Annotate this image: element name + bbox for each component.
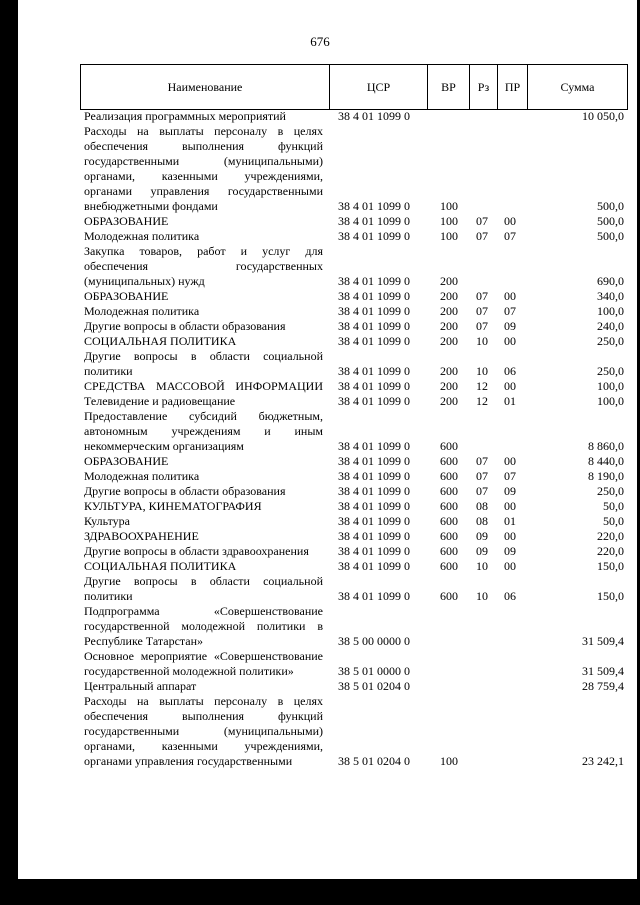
row-rz: 09	[476, 544, 488, 558]
row-sum: 690,0	[597, 274, 624, 288]
row-csr: 38 4 01 1099 0	[338, 394, 410, 408]
row-pr: 07	[504, 469, 516, 483]
row-pr: 06	[504, 589, 516, 603]
row-pr: 09	[504, 544, 516, 558]
row-rz: 07	[476, 289, 488, 303]
row-pr: 01	[504, 394, 516, 408]
row-sum: 150,0	[597, 559, 624, 573]
row-name: Другие вопросы в области здравоохранения	[84, 544, 309, 558]
row-name: Телевидение и радиовещание	[84, 394, 236, 408]
row-name: Молодежная политика	[84, 229, 200, 243]
table-row	[80, 334, 628, 349]
table-row	[80, 694, 628, 769]
row-vr: 600	[440, 559, 458, 573]
row-pr: 00	[504, 379, 516, 393]
header-vr: ВР	[427, 65, 469, 109]
row-csr: 38 4 01 1099 0	[338, 199, 410, 213]
row-vr: 600	[440, 469, 458, 483]
table-row	[80, 229, 628, 244]
row-csr: 38 4 01 1099 0	[338, 544, 410, 558]
row-pr: 00	[504, 499, 516, 513]
row-pr: 00	[504, 559, 516, 573]
row-name: Расходы на выплаты персоналу в целях обеспечения выполнения функций государственными (муниципальными) органами, казенными учреждениями, органами управления государственными внебюджетными фондами	[84, 124, 323, 213]
row-pr: 00	[504, 529, 516, 543]
row-vr: 200	[440, 289, 458, 303]
row-sum: 31 509,4	[582, 664, 624, 678]
row-csr: 38 5 01 0000 0	[338, 664, 410, 678]
row-vr: 200	[440, 364, 458, 378]
scan-left-border	[0, 0, 18, 905]
row-vr: 200	[440, 379, 458, 393]
row-sum: 23 242,1	[582, 754, 624, 768]
table-row	[80, 454, 628, 469]
row-sum: 340,0	[597, 289, 624, 303]
row-pr: 09	[504, 484, 516, 498]
row-vr: 200	[440, 304, 458, 318]
row-csr: 38 4 01 1099 0	[338, 514, 410, 528]
row-rz: 10	[476, 559, 488, 573]
page-number: 676	[310, 34, 330, 49]
row-sum: 250,0	[597, 364, 624, 378]
table-row	[80, 319, 628, 334]
row-csr: 38 4 01 1099 0	[338, 109, 410, 123]
row-csr: 38 4 01 1099 0	[338, 334, 410, 348]
row-pr: 00	[504, 334, 516, 348]
row-name: Основное мероприятие «Совершенствование государственной молодежной политики»	[84, 649, 323, 678]
row-csr: 38 4 01 1099 0	[338, 229, 410, 243]
row-name: ОБРАЗОВАНИЕ	[84, 214, 169, 228]
table-row	[80, 514, 628, 529]
row-pr: 07	[504, 229, 516, 243]
header-pr: ПР	[497, 65, 527, 109]
row-name: Другие вопросы в области образования	[84, 484, 286, 498]
row-name: Молодежная политика	[84, 469, 200, 483]
table-row	[80, 529, 628, 544]
row-sum: 28 759,4	[582, 679, 624, 693]
row-rz: 10	[476, 334, 488, 348]
row-name: Центральный аппарат	[84, 679, 197, 693]
table-row	[80, 109, 628, 124]
table-row	[80, 124, 628, 214]
row-name: Предоставление субсидий бюджетным, автономным учреждениям и иным некоммерческим организациям	[84, 409, 323, 453]
row-csr: 38 4 01 1099 0	[338, 304, 410, 318]
row-sum: 100,0	[597, 379, 624, 393]
row-rz: 08	[476, 499, 488, 513]
row-name: Подпрограмма «Совершенствование государственной молодежной политики в Республике Татарстан»	[84, 604, 323, 648]
row-pr: 00	[504, 454, 516, 468]
row-sum: 150,0	[597, 589, 624, 603]
row-name: Другие вопросы в области социальной политики	[84, 574, 323, 603]
row-rz: 09	[476, 529, 488, 543]
table-row	[80, 574, 628, 604]
row-csr: 38 4 01 1099 0	[338, 319, 410, 333]
row-sum: 8 860,0	[588, 439, 624, 453]
row-sum: 10 050,0	[582, 109, 624, 123]
row-csr: 38 4 01 1099 0	[338, 559, 410, 573]
table-row	[80, 379, 628, 394]
row-rz: 07	[476, 319, 488, 333]
row-vr: 100	[440, 199, 458, 213]
row-vr: 600	[440, 499, 458, 513]
row-name: ОБРАЗОВАНИЕ	[84, 454, 169, 468]
row-sum: 500,0	[597, 229, 624, 243]
row-sum: 8 190,0	[588, 469, 624, 483]
scan-bottom-border	[0, 879, 640, 905]
row-rz: 10	[476, 364, 488, 378]
table-header	[80, 64, 628, 110]
row-name: Молодежная политика	[84, 304, 200, 318]
table-row	[80, 544, 628, 559]
table-row	[80, 484, 628, 499]
row-name: Культура	[84, 514, 130, 528]
table-row	[80, 559, 628, 574]
row-rz: 07	[476, 469, 488, 483]
row-vr: 600	[440, 589, 458, 603]
row-rz: 10	[476, 589, 488, 603]
row-sum: 100,0	[597, 304, 624, 318]
row-csr: 38 4 01 1099 0	[338, 484, 410, 498]
table-row	[80, 409, 628, 454]
row-pr: 00	[504, 289, 516, 303]
row-csr: 38 4 01 1099 0	[338, 364, 410, 378]
row-name: Другие вопросы в области образования	[84, 319, 286, 333]
row-csr: 38 4 01 1099 0	[338, 454, 410, 468]
table-row	[80, 304, 628, 319]
row-pr: 09	[504, 319, 516, 333]
row-vr: 200	[440, 394, 458, 408]
row-sum: 250,0	[597, 334, 624, 348]
table-row	[80, 349, 628, 379]
table-row	[80, 214, 628, 229]
row-sum: 220,0	[597, 529, 624, 543]
header-sum: Сумма	[527, 65, 628, 109]
row-csr: 38 4 01 1099 0	[338, 274, 410, 288]
row-pr: 06	[504, 364, 516, 378]
row-name: СОЦИАЛЬНАЯ ПОЛИТИКА	[84, 559, 237, 573]
row-vr: 600	[440, 454, 458, 468]
row-rz: 08	[476, 514, 488, 528]
row-csr: 38 4 01 1099 0	[338, 589, 410, 603]
row-vr: 600	[440, 439, 458, 453]
table-row	[80, 604, 628, 649]
row-csr: 38 4 01 1099 0	[338, 529, 410, 543]
row-vr: 100	[440, 214, 458, 228]
row-sum: 240,0	[597, 319, 624, 333]
header-csr: ЦСР	[329, 65, 427, 109]
row-vr: 200	[440, 274, 458, 288]
row-sum: 31 509,4	[582, 634, 624, 648]
row-pr: 07	[504, 304, 516, 318]
row-sum: 50,0	[603, 514, 624, 528]
row-rz: 12	[476, 379, 488, 393]
row-vr: 600	[440, 514, 458, 528]
row-rz: 07	[476, 484, 488, 498]
row-rz: 07	[476, 229, 488, 243]
row-rz: 07	[476, 304, 488, 318]
row-rz: 07	[476, 454, 488, 468]
row-rz: 12	[476, 394, 488, 408]
header-name: Наименование	[80, 65, 329, 109]
row-vr: 100	[440, 229, 458, 243]
row-csr: 38 5 01 0204 0	[338, 754, 410, 768]
row-name: КУЛЬТУРА, КИНЕМАТОГРАФИЯ	[84, 499, 262, 513]
table-row	[80, 289, 628, 304]
row-name: СРЕДСТВА МАССОВОЙ ИНФОРМАЦИИ	[84, 379, 323, 393]
row-name: Расходы на выплаты персоналу в целях обеспечения выполнения функций государственными (муниципальными) органами, казенными учреждениями, органами управления государственными	[84, 694, 323, 768]
row-sum: 100,0	[597, 394, 624, 408]
table-row	[80, 649, 628, 679]
row-name: Закупка товаров, работ и услуг для обеспечения государственных (муниципальных) нужд	[84, 244, 323, 288]
row-sum: 220,0	[597, 544, 624, 558]
row-vr: 600	[440, 529, 458, 543]
row-csr: 38 4 01 1099 0	[338, 289, 410, 303]
row-vr: 200	[440, 334, 458, 348]
row-pr: 00	[504, 214, 516, 228]
row-sum: 500,0	[597, 199, 624, 213]
row-vr: 200	[440, 319, 458, 333]
row-sum: 500,0	[597, 214, 624, 228]
row-name: ЗДРАВООХРАНЕНИЕ	[84, 529, 199, 543]
row-rz: 07	[476, 214, 488, 228]
row-name: ОБРАЗОВАНИЕ	[84, 289, 169, 303]
row-name: СОЦИАЛЬНАЯ ПОЛИТИКА	[84, 334, 237, 348]
row-csr: 38 5 00 0000 0	[338, 634, 410, 648]
row-sum: 50,0	[603, 499, 624, 513]
table-row	[80, 244, 628, 289]
row-csr: 38 4 01 1099 0	[338, 439, 410, 453]
table-row	[80, 499, 628, 514]
table-body	[80, 109, 628, 769]
row-csr: 38 4 01 1099 0	[338, 379, 410, 393]
table-row	[80, 679, 628, 694]
row-vr: 600	[440, 484, 458, 498]
row-name: Реализация программных мероприятий	[84, 109, 286, 123]
row-name: Другие вопросы в области социальной политики	[84, 349, 323, 378]
header-rz: Рз	[469, 65, 497, 109]
row-csr: 38 4 01 1099 0	[338, 499, 410, 513]
table-row	[80, 469, 628, 484]
row-csr: 38 4 01 1099 0	[338, 214, 410, 228]
row-vr: 600	[440, 544, 458, 558]
table-row	[80, 394, 628, 409]
row-sum: 8 440,0	[588, 454, 624, 468]
row-pr: 01	[504, 514, 516, 528]
row-csr: 38 5 01 0204 0	[338, 679, 410, 693]
row-sum: 250,0	[597, 484, 624, 498]
row-vr: 100	[440, 754, 458, 768]
row-csr: 38 4 01 1099 0	[338, 469, 410, 483]
